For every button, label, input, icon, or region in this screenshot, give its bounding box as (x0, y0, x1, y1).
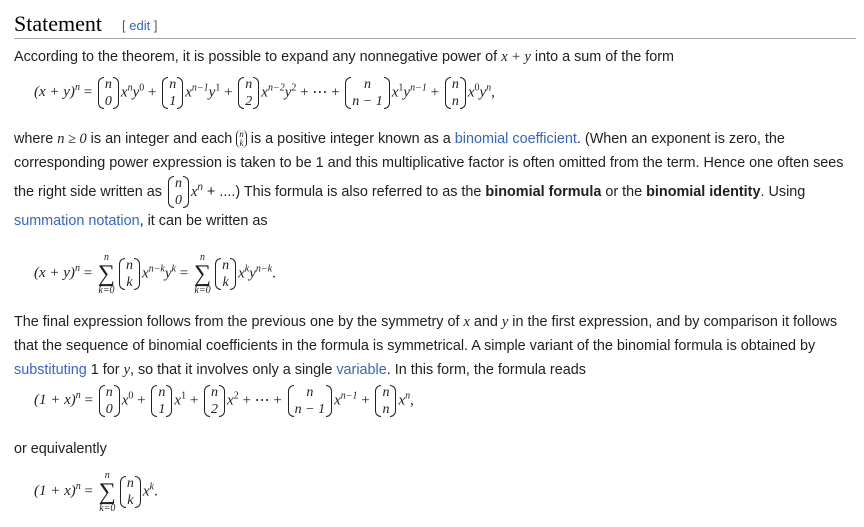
eq4-lhs: $(1 + x)^n$ (34, 481, 81, 500)
link-summation-notation[interactable]: summation notation (14, 213, 140, 229)
eq3-lhs: $(1 + x)^n$ (34, 390, 81, 409)
equation-single-variable-summation: $(1 + x)^n$ = n ∑ k=0 n k $x^k$. (34, 470, 158, 514)
paragraph-binomial-coefficient: where n ≥ 0 is an integer and each n k is a positive integer known as a binomial coefficient. (When an exponent is zero, the corresponding power expression is taken to be 1 and this multiplicative factor is often omitted from the term. Hence one often sees the right side written as n 0 $x^n$ + ....) This formula is also referred to as the binomial formula or the binomial identity. Using summation notation, it can be written as (14, 129, 844, 229)
link-substituting[interactable]: substituting (14, 362, 87, 378)
eq2-sum-b: n ∑ k=0 (193, 252, 212, 296)
paragraph-equivalently: or equivalently (14, 441, 107, 457)
eq3-binom-n-minus-1: n n − 1 (288, 384, 332, 418)
eq3-binom-0: n 0 (99, 384, 120, 418)
eq1-lhs: $(x + y)^n$ (34, 82, 80, 101)
eq1-binom-n-minus-1: n n − 1 (345, 76, 389, 110)
section-title: Statement (14, 11, 102, 36)
p1-text-a: According to the theorem, it is possible to expand any nonnegative power of (14, 49, 502, 65)
eq1-binom-0: n 0 (98, 76, 119, 110)
eq3-binom-2: n 2 (204, 384, 225, 418)
edit-bracket-close: ] (153, 18, 158, 33)
eq3-binom-1: n 1 (151, 384, 172, 418)
paragraph-symmetry: The final expression follows from the previous one by the symmetry of x and y in the first expression, and by comparison it follows that the sequence of binomial coefficients in the formula is symmetrical. A simple variant of the binomial formula is obtained by substituting 1 for y, so that it involves only a single variable. In this form, the formula reads (14, 314, 838, 378)
eq2-binom-b: n k (215, 257, 236, 291)
link-variable[interactable]: variable (336, 362, 387, 378)
eq4-sum: n ∑ k=0 (98, 470, 116, 514)
p2-condition: n ≥ 0 (57, 131, 87, 147)
edit-link[interactable]: edit (129, 18, 151, 33)
eq1-dots: + ⋯ + (300, 84, 340, 101)
p2-right-side-binom: n 0 (168, 175, 189, 209)
edit-section (122, 18, 157, 33)
equation-binomial-expansion: $(x + y)^n$ = n 0 $x^ny^0$ + n 1 $x^{n-1}y^1$ + n 2 $x^{n-2}y^2$ + ⋯ + n n − 1 $x^1y^{n-1}$ + n n $x^0y^n$, (34, 77, 495, 109)
eq4-binom: n k (120, 475, 141, 509)
paragraph-intro (14, 45, 854, 69)
section-heading (14, 8, 856, 39)
eq1-binom-n: n n (445, 76, 466, 110)
edit-bracket-open: [ (122, 18, 126, 33)
eq1-equals: = (83, 84, 93, 101)
equation-single-variable: $(1 + x)^n$ = n 0 $x^0$ + n 1 $x^1$ + n 2 $x^2$ + ⋯ + n n − 1 $x^{n-1}$ + n n $x^n$, (34, 385, 414, 417)
eq1-binom-2: n 2 (238, 76, 259, 110)
bold-binomial-identity: binomial identity (646, 183, 761, 200)
eq1-binom-1: n 1 (162, 76, 183, 110)
bold-binomial-formula: binomial formula (485, 183, 602, 200)
p1-text-b: into a sum of the form (530, 49, 675, 65)
eq3-binom-n: n n (375, 384, 396, 418)
eq2-lhs: $(x + y)^n$ (34, 263, 80, 282)
link-binomial-coefficient[interactable]: binomial coefficient (454, 131, 577, 147)
eq2-sum-a: n ∑ k=0 (97, 252, 116, 296)
p2-inline-binom: n k (236, 130, 247, 148)
equation-summation: $(x + y)^n$ = n ∑ k=0 n k $x^{n-k}y^k$ = n ∑ k=0 n k $x^ky^{n-k}$. (34, 252, 276, 296)
p1-expression: x + y (501, 49, 531, 65)
eq2-binom-a: n k (119, 257, 140, 291)
